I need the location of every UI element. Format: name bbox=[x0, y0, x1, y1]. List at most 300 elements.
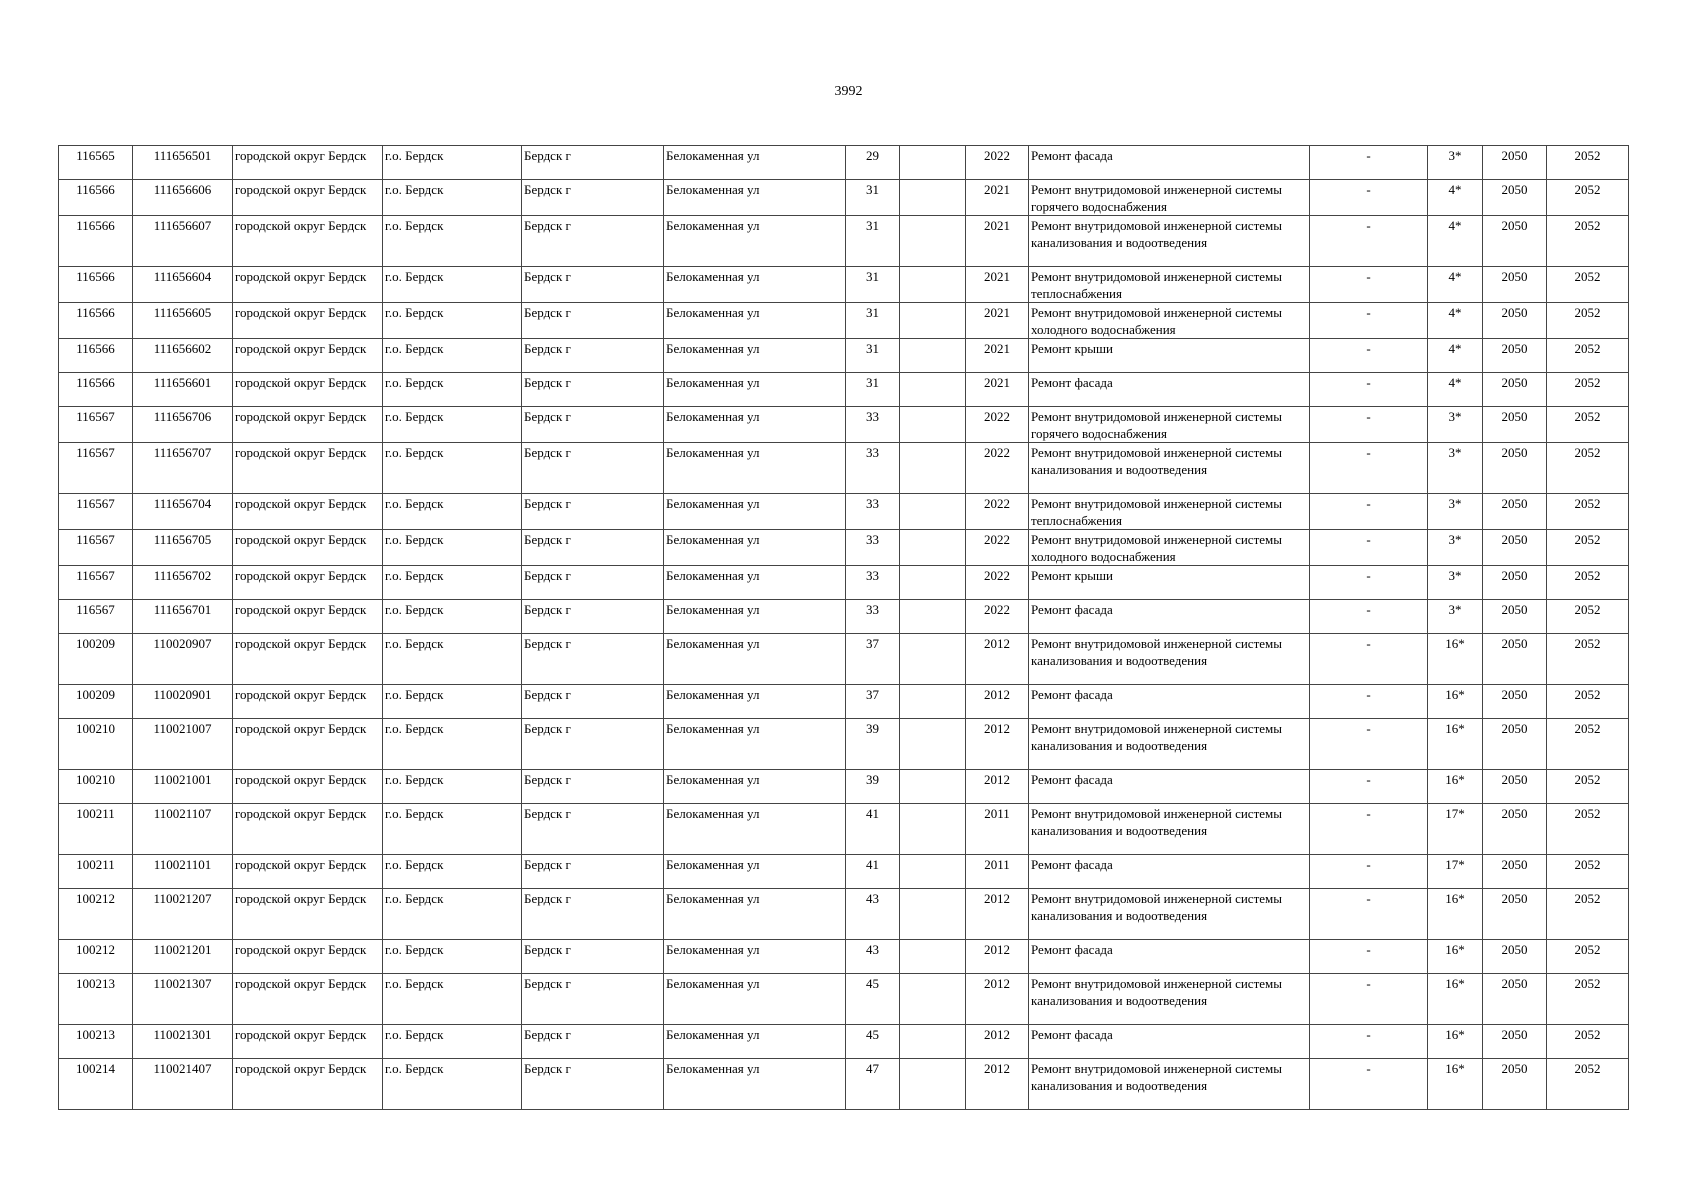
street-cell: Белокаменная ул bbox=[664, 1025, 846, 1059]
plan-end-cell: 2052 bbox=[1547, 770, 1629, 804]
city-cell: Бердск г bbox=[522, 373, 664, 407]
work-code-cell: 111656702 bbox=[133, 566, 233, 600]
work-code-cell: 111656704 bbox=[133, 494, 233, 530]
house-number-cell: 33 bbox=[846, 566, 900, 600]
city-cell: Бердск г bbox=[522, 494, 664, 530]
building-cell bbox=[900, 600, 966, 634]
municipality-cell: городской округ Бердск bbox=[233, 634, 383, 685]
street-cell: Белокаменная ул bbox=[664, 855, 846, 889]
year-cell: 2012 bbox=[966, 1025, 1029, 1059]
year-cell: 2022 bbox=[966, 443, 1029, 494]
district-cell: г.о. Бердск bbox=[383, 180, 522, 216]
district-cell: г.о. Бердск bbox=[383, 685, 522, 719]
table-row bbox=[59, 1025, 1629, 1059]
house-id-cell: 100210 bbox=[59, 770, 133, 804]
district-cell: г.о. Бердск bbox=[383, 443, 522, 494]
year-cell: 2012 bbox=[966, 940, 1029, 974]
municipality-cell: городской округ Бердск bbox=[233, 685, 383, 719]
district-cell: г.о. Бердск bbox=[383, 216, 522, 267]
house-number-cell: 29 bbox=[846, 146, 900, 180]
street-cell: Белокаменная ул bbox=[664, 303, 846, 339]
plan-end-cell: 2052 bbox=[1547, 600, 1629, 634]
street-cell: Белокаменная ул bbox=[664, 267, 846, 303]
municipality-cell: городской округ Бердск bbox=[233, 940, 383, 974]
condition-cell: 4* bbox=[1428, 373, 1483, 407]
table-row bbox=[59, 600, 1629, 634]
year-cell: 2022 bbox=[966, 600, 1029, 634]
city-cell: Бердск г bbox=[522, 719, 664, 770]
condition-cell: 3* bbox=[1428, 443, 1483, 494]
cost-cell: - bbox=[1310, 530, 1428, 566]
work-type-cell: Ремонт внутридомовой инженерной системы холодного водоснабжения bbox=[1029, 303, 1310, 339]
municipality-cell: городской округ Бердск bbox=[233, 719, 383, 770]
table-row bbox=[59, 974, 1629, 1025]
municipality-cell: городской округ Бердск bbox=[233, 267, 383, 303]
district-cell: г.о. Бердск bbox=[383, 407, 522, 443]
street-cell: Белокаменная ул bbox=[664, 530, 846, 566]
condition-cell: 16* bbox=[1428, 940, 1483, 974]
house-number-cell: 39 bbox=[846, 719, 900, 770]
table-row bbox=[59, 146, 1629, 180]
municipality-cell: городской округ Бердск bbox=[233, 443, 383, 494]
work-code-cell: 111656602 bbox=[133, 339, 233, 373]
district-cell: г.о. Бердск bbox=[383, 940, 522, 974]
year-cell: 2021 bbox=[966, 180, 1029, 216]
year-cell: 2022 bbox=[966, 407, 1029, 443]
work-code-cell: 111656501 bbox=[133, 146, 233, 180]
building-cell bbox=[900, 339, 966, 373]
house-id-cell: 100212 bbox=[59, 889, 133, 940]
work-type-cell: Ремонт фасада bbox=[1029, 146, 1310, 180]
street-cell: Белокаменная ул bbox=[664, 719, 846, 770]
house-number-cell: 33 bbox=[846, 443, 900, 494]
cost-cell: - bbox=[1310, 407, 1428, 443]
cost-cell: - bbox=[1310, 216, 1428, 267]
table-row bbox=[59, 443, 1629, 494]
district-cell: г.о. Бердск bbox=[383, 600, 522, 634]
plan-end-cell: 2052 bbox=[1547, 566, 1629, 600]
year-cell: 2021 bbox=[966, 216, 1029, 267]
street-cell: Белокаменная ул bbox=[664, 407, 846, 443]
house-number-cell: 31 bbox=[846, 339, 900, 373]
year-cell: 2012 bbox=[966, 770, 1029, 804]
table-row bbox=[59, 685, 1629, 719]
table-row bbox=[59, 180, 1629, 216]
city-cell: Бердск г bbox=[522, 146, 664, 180]
year-cell: 2022 bbox=[966, 566, 1029, 600]
street-cell: Белокаменная ул bbox=[664, 685, 846, 719]
plan-start-cell: 2050 bbox=[1483, 180, 1547, 216]
district-cell: г.о. Бердск bbox=[383, 719, 522, 770]
work-type-cell: Ремонт фасада bbox=[1029, 373, 1310, 407]
plan-end-cell: 2052 bbox=[1547, 216, 1629, 267]
street-cell: Белокаменная ул bbox=[664, 634, 846, 685]
year-cell: 2022 bbox=[966, 494, 1029, 530]
municipality-cell: городской округ Бердск bbox=[233, 407, 383, 443]
municipality-cell: городской округ Бердск bbox=[233, 855, 383, 889]
work-type-cell: Ремонт внутридомовой инженерной системы горячего водоснабжения bbox=[1029, 180, 1310, 216]
district-cell: г.о. Бердск bbox=[383, 146, 522, 180]
cost-cell: - bbox=[1310, 940, 1428, 974]
year-cell: 2011 bbox=[966, 804, 1029, 855]
cost-cell: - bbox=[1310, 373, 1428, 407]
street-cell: Белокаменная ул bbox=[664, 940, 846, 974]
district-cell: г.о. Бердск bbox=[383, 267, 522, 303]
year-cell: 2022 bbox=[966, 146, 1029, 180]
house-number-cell: 33 bbox=[846, 494, 900, 530]
municipality-cell: городской округ Бердск bbox=[233, 373, 383, 407]
plan-start-cell: 2050 bbox=[1483, 373, 1547, 407]
plan-start-cell: 2050 bbox=[1483, 974, 1547, 1025]
city-cell: Бердск г bbox=[522, 530, 664, 566]
work-type-cell: Ремонт внутридомовой инженерной системы канализования и водоотведения bbox=[1029, 443, 1310, 494]
work-code-cell: 111656601 bbox=[133, 373, 233, 407]
building-cell bbox=[900, 855, 966, 889]
table-row bbox=[59, 855, 1629, 889]
plan-start-cell: 2050 bbox=[1483, 146, 1547, 180]
street-cell: Белокаменная ул bbox=[664, 180, 846, 216]
year-cell: 2012 bbox=[966, 719, 1029, 770]
house-id-cell: 116566 bbox=[59, 216, 133, 267]
house-number-cell: 43 bbox=[846, 940, 900, 974]
table-row bbox=[59, 804, 1629, 855]
plan-start-cell: 2050 bbox=[1483, 770, 1547, 804]
condition-cell: 3* bbox=[1428, 566, 1483, 600]
municipality-cell: городской округ Бердск bbox=[233, 530, 383, 566]
plan-start-cell: 2050 bbox=[1483, 443, 1547, 494]
cost-cell: - bbox=[1310, 889, 1428, 940]
condition-cell: 16* bbox=[1428, 719, 1483, 770]
house-number-cell: 41 bbox=[846, 804, 900, 855]
house-id-cell: 116566 bbox=[59, 267, 133, 303]
house-id-cell: 116566 bbox=[59, 180, 133, 216]
cost-cell: - bbox=[1310, 566, 1428, 600]
cost-cell: - bbox=[1310, 685, 1428, 719]
street-cell: Белокаменная ул bbox=[664, 443, 846, 494]
condition-cell: 4* bbox=[1428, 180, 1483, 216]
house-id-cell: 116567 bbox=[59, 530, 133, 566]
work-type-cell: Ремонт внутридомовой инженерной системы теплоснабжения bbox=[1029, 267, 1310, 303]
building-cell bbox=[900, 494, 966, 530]
condition-cell: 4* bbox=[1428, 339, 1483, 373]
condition-cell: 3* bbox=[1428, 530, 1483, 566]
street-cell: Белокаменная ул bbox=[664, 1059, 846, 1110]
year-cell: 2012 bbox=[966, 634, 1029, 685]
district-cell: г.о. Бердск bbox=[383, 339, 522, 373]
house-id-cell: 100211 bbox=[59, 855, 133, 889]
work-code-cell: 110021001 bbox=[133, 770, 233, 804]
city-cell: Бердск г bbox=[522, 216, 664, 267]
house-number-cell: 47 bbox=[846, 1059, 900, 1110]
building-cell bbox=[900, 530, 966, 566]
plan-end-cell: 2052 bbox=[1547, 1025, 1629, 1059]
work-type-cell: Ремонт фасада bbox=[1029, 940, 1310, 974]
house-number-cell: 39 bbox=[846, 770, 900, 804]
house-number-cell: 31 bbox=[846, 267, 900, 303]
plan-start-cell: 2050 bbox=[1483, 685, 1547, 719]
house-number-cell: 33 bbox=[846, 600, 900, 634]
condition-cell: 16* bbox=[1428, 974, 1483, 1025]
work-code-cell: 111656705 bbox=[133, 530, 233, 566]
work-code-cell: 110021207 bbox=[133, 889, 233, 940]
cost-cell: - bbox=[1310, 443, 1428, 494]
cost-cell: - bbox=[1310, 180, 1428, 216]
condition-cell: 4* bbox=[1428, 216, 1483, 267]
plan-end-cell: 2052 bbox=[1547, 494, 1629, 530]
table-row bbox=[59, 407, 1629, 443]
year-cell: 2021 bbox=[966, 373, 1029, 407]
street-cell: Белокаменная ул bbox=[664, 804, 846, 855]
cost-cell: - bbox=[1310, 146, 1428, 180]
house-id-cell: 116567 bbox=[59, 566, 133, 600]
district-cell: г.о. Бердск bbox=[383, 770, 522, 804]
work-code-cell: 111656706 bbox=[133, 407, 233, 443]
work-type-cell: Ремонт фасада bbox=[1029, 600, 1310, 634]
plan-end-cell: 2052 bbox=[1547, 339, 1629, 373]
building-cell bbox=[900, 303, 966, 339]
municipality-cell: городской округ Бердск bbox=[233, 974, 383, 1025]
work-type-cell: Ремонт внутридомовой инженерной системы холодного водоснабжения bbox=[1029, 530, 1310, 566]
building-cell bbox=[900, 180, 966, 216]
plan-end-cell: 2052 bbox=[1547, 889, 1629, 940]
municipality-cell: городской округ Бердск bbox=[233, 1059, 383, 1110]
work-code-cell: 111656707 bbox=[133, 443, 233, 494]
plan-end-cell: 2052 bbox=[1547, 855, 1629, 889]
work-type-cell: Ремонт внутридомовой инженерной системы канализования и водоотведения bbox=[1029, 889, 1310, 940]
table-row bbox=[59, 719, 1629, 770]
municipality-cell: городской округ Бердск bbox=[233, 216, 383, 267]
street-cell: Белокаменная ул bbox=[664, 373, 846, 407]
plan-end-cell: 2052 bbox=[1547, 1059, 1629, 1110]
condition-cell: 4* bbox=[1428, 267, 1483, 303]
year-cell: 2021 bbox=[966, 267, 1029, 303]
plan-start-cell: 2050 bbox=[1483, 494, 1547, 530]
year-cell: 2012 bbox=[966, 974, 1029, 1025]
work-code-cell: 110021007 bbox=[133, 719, 233, 770]
plan-end-cell: 2052 bbox=[1547, 719, 1629, 770]
plan-start-cell: 2050 bbox=[1483, 267, 1547, 303]
district-cell: г.о. Бердск bbox=[383, 855, 522, 889]
building-cell bbox=[900, 974, 966, 1025]
building-cell bbox=[900, 770, 966, 804]
building-cell bbox=[900, 443, 966, 494]
work-type-cell: Ремонт фасада bbox=[1029, 770, 1310, 804]
building-cell bbox=[900, 407, 966, 443]
condition-cell: 3* bbox=[1428, 600, 1483, 634]
table-row bbox=[59, 339, 1629, 373]
building-cell bbox=[900, 889, 966, 940]
house-number-cell: 37 bbox=[846, 685, 900, 719]
city-cell: Бердск г bbox=[522, 889, 664, 940]
house-id-cell: 100210 bbox=[59, 719, 133, 770]
work-code-cell: 111656604 bbox=[133, 267, 233, 303]
cost-cell: - bbox=[1310, 303, 1428, 339]
city-cell: Бердск г bbox=[522, 770, 664, 804]
plan-start-cell: 2050 bbox=[1483, 634, 1547, 685]
condition-cell: 4* bbox=[1428, 303, 1483, 339]
district-cell: г.о. Бердск bbox=[383, 566, 522, 600]
plan-start-cell: 2050 bbox=[1483, 804, 1547, 855]
house-number-cell: 45 bbox=[846, 974, 900, 1025]
plan-end-cell: 2052 bbox=[1547, 146, 1629, 180]
house-number-cell: 31 bbox=[846, 303, 900, 339]
building-cell bbox=[900, 940, 966, 974]
municipality-cell: городской округ Бердск bbox=[233, 889, 383, 940]
house-id-cell: 116567 bbox=[59, 407, 133, 443]
plan-start-cell: 2050 bbox=[1483, 407, 1547, 443]
house-id-cell: 116566 bbox=[59, 373, 133, 407]
city-cell: Бердск г bbox=[522, 443, 664, 494]
street-cell: Белокаменная ул bbox=[664, 494, 846, 530]
work-code-cell: 110021201 bbox=[133, 940, 233, 974]
building-cell bbox=[900, 267, 966, 303]
cost-cell: - bbox=[1310, 339, 1428, 373]
city-cell: Бердск г bbox=[522, 1025, 664, 1059]
district-cell: г.о. Бердск bbox=[383, 494, 522, 530]
city-cell: Бердск г bbox=[522, 940, 664, 974]
condition-cell: 3* bbox=[1428, 146, 1483, 180]
municipality-cell: городской округ Бердск bbox=[233, 339, 383, 373]
plan-start-cell: 2050 bbox=[1483, 1059, 1547, 1110]
condition-cell: 3* bbox=[1428, 494, 1483, 530]
city-cell: Бердск г bbox=[522, 1059, 664, 1110]
plan-start-cell: 2050 bbox=[1483, 889, 1547, 940]
house-id-cell: 100209 bbox=[59, 685, 133, 719]
street-cell: Белокаменная ул bbox=[664, 770, 846, 804]
page-number: 3992 bbox=[834, 84, 863, 99]
work-code-cell: 110020907 bbox=[133, 634, 233, 685]
house-id-cell: 116567 bbox=[59, 494, 133, 530]
table-row bbox=[59, 267, 1629, 303]
work-code-cell: 110021301 bbox=[133, 1025, 233, 1059]
building-cell bbox=[900, 719, 966, 770]
house-id-cell: 100211 bbox=[59, 804, 133, 855]
municipality-cell: городской округ Бердск bbox=[233, 600, 383, 634]
municipality-cell: городской округ Бердск bbox=[233, 566, 383, 600]
plan-start-cell: 2050 bbox=[1483, 855, 1547, 889]
district-cell: г.о. Бердск bbox=[383, 1059, 522, 1110]
work-type-cell: Ремонт внутридомовой инженерной системы теплоснабжения bbox=[1029, 494, 1310, 530]
plan-end-cell: 2052 bbox=[1547, 685, 1629, 719]
condition-cell: 16* bbox=[1428, 1059, 1483, 1110]
house-id-cell: 100213 bbox=[59, 974, 133, 1025]
plan-end-cell: 2052 bbox=[1547, 373, 1629, 407]
district-cell: г.о. Бердск bbox=[383, 373, 522, 407]
plan-end-cell: 2052 bbox=[1547, 443, 1629, 494]
house-id-cell: 100212 bbox=[59, 940, 133, 974]
condition-cell: 16* bbox=[1428, 634, 1483, 685]
work-code-cell: 111656605 bbox=[133, 303, 233, 339]
work-type-cell: Ремонт фасада bbox=[1029, 1025, 1310, 1059]
city-cell: Бердск г bbox=[522, 855, 664, 889]
table-row bbox=[59, 1059, 1629, 1110]
municipality-cell: городской округ Бердск bbox=[233, 1025, 383, 1059]
work-type-cell: Ремонт внутридомовой инженерной системы канализования и водоотведения bbox=[1029, 1059, 1310, 1110]
table-row bbox=[59, 494, 1629, 530]
city-cell: Бердск г bbox=[522, 267, 664, 303]
district-cell: г.о. Бердск bbox=[383, 530, 522, 566]
work-type-cell: Ремонт внутридомовой инженерной системы канализования и водоотведения bbox=[1029, 974, 1310, 1025]
house-number-cell: 45 bbox=[846, 1025, 900, 1059]
work-code-cell: 110021407 bbox=[133, 1059, 233, 1110]
house-id-cell: 100213 bbox=[59, 1025, 133, 1059]
plan-end-cell: 2052 bbox=[1547, 634, 1629, 685]
municipality-cell: городской округ Бердск bbox=[233, 804, 383, 855]
street-cell: Белокаменная ул bbox=[664, 974, 846, 1025]
condition-cell: 16* bbox=[1428, 685, 1483, 719]
condition-cell: 3* bbox=[1428, 407, 1483, 443]
street-cell: Белокаменная ул bbox=[664, 566, 846, 600]
plan-start-cell: 2050 bbox=[1483, 940, 1547, 974]
district-cell: г.о. Бердск bbox=[383, 889, 522, 940]
table-row bbox=[59, 770, 1629, 804]
municipality-cell: городской округ Бердск bbox=[233, 180, 383, 216]
building-cell bbox=[900, 1059, 966, 1110]
plan-start-cell: 2050 bbox=[1483, 303, 1547, 339]
house-id-cell: 116565 bbox=[59, 146, 133, 180]
work-type-cell: Ремонт внутридомовой инженерной системы канализования и водоотведения bbox=[1029, 804, 1310, 855]
district-cell: г.о. Бердск bbox=[383, 634, 522, 685]
house-number-cell: 31 bbox=[846, 373, 900, 407]
house-id-cell: 116566 bbox=[59, 339, 133, 373]
work-code-cell: 110021101 bbox=[133, 855, 233, 889]
plan-end-cell: 2052 bbox=[1547, 804, 1629, 855]
year-cell: 2012 bbox=[966, 1059, 1029, 1110]
building-cell bbox=[900, 634, 966, 685]
year-cell: 2022 bbox=[966, 530, 1029, 566]
house-number-cell: 41 bbox=[846, 855, 900, 889]
municipality-cell: городской округ Бердск bbox=[233, 770, 383, 804]
work-type-cell: Ремонт крыши bbox=[1029, 339, 1310, 373]
house-number-cell: 37 bbox=[846, 634, 900, 685]
house-id-cell: 116566 bbox=[59, 303, 133, 339]
table-row bbox=[59, 889, 1629, 940]
city-cell: Бердск г bbox=[522, 407, 664, 443]
year-cell: 2021 bbox=[966, 339, 1029, 373]
table-row bbox=[59, 303, 1629, 339]
house-number-cell: 43 bbox=[846, 889, 900, 940]
street-cell: Белокаменная ул bbox=[664, 600, 846, 634]
work-type-cell: Ремонт внутридомовой инженерной системы канализования и водоотведения bbox=[1029, 719, 1310, 770]
plan-start-cell: 2050 bbox=[1483, 339, 1547, 373]
cost-cell: - bbox=[1310, 719, 1428, 770]
municipality-cell: городской округ Бердск bbox=[233, 303, 383, 339]
city-cell: Бердск г bbox=[522, 180, 664, 216]
plan-end-cell: 2052 bbox=[1547, 407, 1629, 443]
year-cell: 2012 bbox=[966, 685, 1029, 719]
house-id-cell: 116567 bbox=[59, 443, 133, 494]
plan-start-cell: 2050 bbox=[1483, 1025, 1547, 1059]
building-cell bbox=[900, 685, 966, 719]
work-type-cell: Ремонт крыши bbox=[1029, 566, 1310, 600]
cost-cell: - bbox=[1310, 1025, 1428, 1059]
work-code-cell: 110021307 bbox=[133, 974, 233, 1025]
condition-cell: 16* bbox=[1428, 770, 1483, 804]
year-cell: 2021 bbox=[966, 303, 1029, 339]
cost-cell: - bbox=[1310, 974, 1428, 1025]
plan-end-cell: 2052 bbox=[1547, 530, 1629, 566]
building-cell bbox=[900, 146, 966, 180]
work-code-cell: 111656607 bbox=[133, 216, 233, 267]
plan-end-cell: 2052 bbox=[1547, 940, 1629, 974]
building-cell bbox=[900, 566, 966, 600]
cost-cell: - bbox=[1310, 600, 1428, 634]
municipality-cell: городской округ Бердск bbox=[233, 494, 383, 530]
cost-cell: - bbox=[1310, 804, 1428, 855]
city-cell: Бердск г bbox=[522, 804, 664, 855]
street-cell: Белокаменная ул bbox=[664, 146, 846, 180]
cost-cell: - bbox=[1310, 494, 1428, 530]
